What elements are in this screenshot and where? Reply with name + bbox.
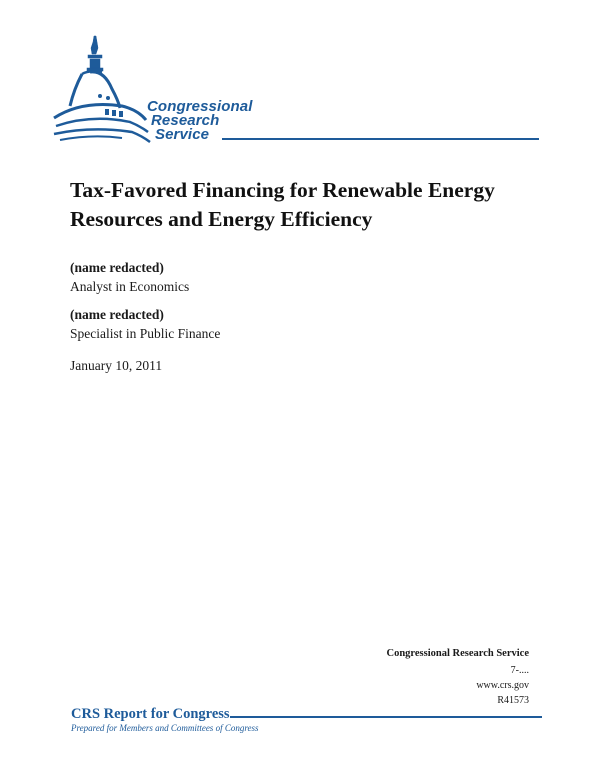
logo-line-congressional: Congressional xyxy=(147,98,253,115)
header-rule xyxy=(222,138,539,140)
footer-title: CRS Report for Congress xyxy=(71,706,230,722)
info-block xyxy=(386,646,529,708)
footer-subtitle: Prepared for Members and Committees of Congress xyxy=(71,723,259,733)
author-1 xyxy=(70,258,220,296)
report-date: January 10, 2011 xyxy=(70,358,163,373)
info-website[interactable]: www.crs.gov xyxy=(476,680,529,691)
author-role: Specialist in Public Finance xyxy=(70,326,221,341)
author-name: (name redacted) xyxy=(70,260,164,275)
authors-block xyxy=(70,258,220,352)
author-name: (name redacted) xyxy=(70,307,164,322)
crs-logo-text xyxy=(147,100,253,142)
author-2 xyxy=(70,305,220,343)
capitol-dome-icon xyxy=(52,34,152,146)
report-title: Tax-Favored Financing for Renewable Energy Resources and Energy Efficiency xyxy=(70,178,495,231)
author-role: Analyst in Economics xyxy=(70,279,190,294)
footer-rule xyxy=(230,716,542,718)
info-phone: 7-.... xyxy=(510,665,529,676)
logo-line-service: Service xyxy=(155,126,210,143)
logo-line-research: Research xyxy=(151,112,220,129)
info-report-number: R41573 xyxy=(497,695,529,706)
crs-logo xyxy=(52,34,152,146)
info-organization: Congressional Research Service xyxy=(386,648,529,659)
